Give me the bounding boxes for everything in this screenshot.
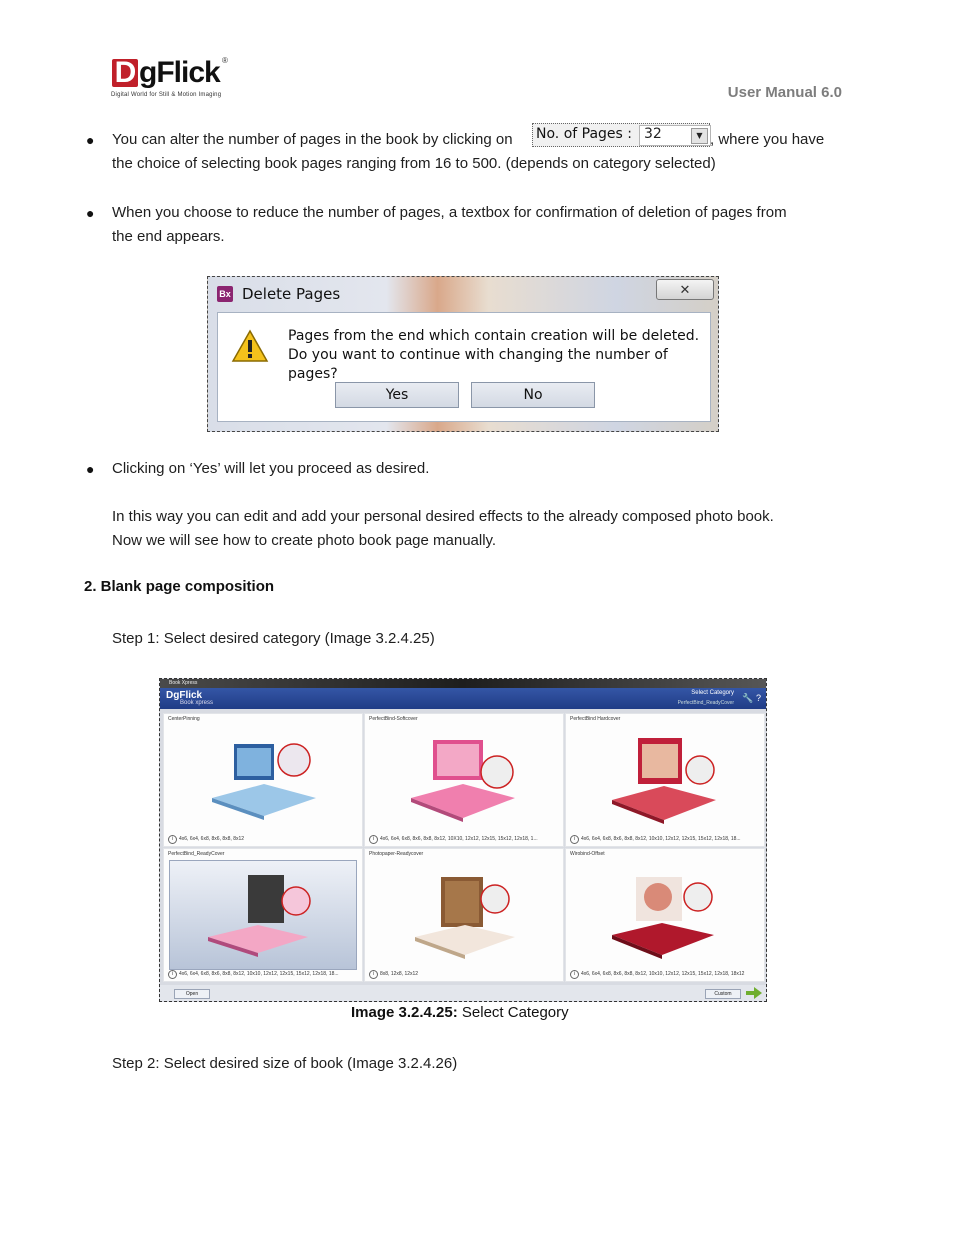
bullet-1-text-start: You can alter the number of pages in the book by clicking on: [112, 131, 513, 148]
delete-pages-dialog: [207, 276, 719, 432]
category-sizes-text: 4x6, 6x4, 6x8, 8x6, 8x8, 8x12, 10X10, 12x12, 12x15, 15x12, 12x18, 1...: [380, 836, 538, 842]
category-sizes: [168, 970, 360, 979]
category-sizes-text: 4x6, 6x4, 6x8, 8x6, 8x8, 8x12, 10x10, 12x12, 12x15, 15x12, 12x18, 18...: [581, 836, 741, 842]
bullet-icon: ●: [86, 461, 95, 477]
category-sizes: [369, 835, 561, 844]
close-icon[interactable]: ✕: [656, 279, 714, 300]
body-paragraph-2: Now we will see how to create photo book page manually.: [112, 532, 497, 549]
caption-label: Image 3.2.4.25:: [351, 1004, 458, 1021]
category-card[interactable]: [364, 713, 564, 847]
dialog-message-line-1: Pages from the end which contain creation will be deleted.: [288, 328, 700, 344]
category-name: Photopaper-Readycover: [369, 851, 424, 857]
step-2-text: Step 2: Select desired size of book (Image 3.2.4.26): [112, 1055, 458, 1072]
category-sizes-text: 4x6, 6x4, 6x8, 8x6, 8x8, 8x12: [179, 836, 245, 842]
select-category-label: Select Category: [691, 690, 734, 696]
no-of-pages-label: No. of Pages :: [536, 126, 632, 142]
info-icon[interactable]: i: [168, 970, 177, 979]
bullet-1-text-end: , where you have: [710, 131, 825, 148]
no-of-pages-select[interactable]: [639, 125, 711, 146]
figure-caption: [351, 1004, 569, 1021]
category-name: CenterPinning: [168, 716, 200, 722]
photobook-thumbnail: [606, 871, 726, 961]
category-sizes: [168, 835, 360, 844]
category-card[interactable]: [364, 848, 564, 982]
arrow-right-icon[interactable]: [746, 987, 762, 999]
no-of-pages-value: 32: [644, 126, 662, 142]
category-card-selected[interactable]: [163, 848, 363, 982]
yes-button[interactable]: Yes: [335, 382, 459, 408]
category-name: Wirobind-Offset: [570, 851, 605, 857]
caption-text: Select Category: [457, 1004, 569, 1021]
open-button[interactable]: Open: [174, 989, 210, 999]
category-name: PerfectBind Hardcover: [570, 716, 621, 722]
category-card[interactable]: [565, 713, 765, 847]
dialog-title: Delete Pages: [242, 285, 341, 303]
manual-version: User Manual 6.0: [727, 84, 842, 101]
dialog-message-line-2: Do you want to continue with changing the number of pages?: [288, 347, 668, 382]
info-icon[interactable]: i: [570, 970, 579, 979]
bullet-3-text: Clicking on ‘Yes’ will let you proceed as desired.: [112, 460, 430, 477]
category-sizes-text: 4x6, 6x4, 6x8, 8x6, 8x8, 8x12, 10x10, 12x12, 12x15, 15x12, 12x18, 18x12: [581, 971, 745, 977]
registered-mark: ®: [222, 56, 228, 65]
bookxpress-app-icon: Bx: [217, 286, 233, 302]
info-icon[interactable]: i: [168, 835, 177, 844]
chevron-down-icon[interactable]: ▼: [691, 128, 708, 144]
category-sizes: [369, 970, 561, 979]
logo-tagline: Digital World for Still & Motion Imaging: [111, 92, 222, 98]
settings-help-icons[interactable]: 🔧 ?: [742, 693, 761, 703]
product-name: Book xpress: [180, 700, 214, 706]
logo-letter: D: [112, 59, 138, 87]
body-paragraph-1: In this way you can edit and add your personal desired effects to the already composed photo book.: [112, 508, 774, 525]
info-icon[interactable]: i: [570, 835, 579, 844]
photobook-thumbnail: [606, 736, 726, 826]
no-button[interactable]: No: [471, 382, 595, 408]
logo-text: gFlick: [139, 56, 220, 89]
dgflick-logo: [112, 56, 220, 90]
category-card[interactable]: [565, 848, 765, 982]
bullet-2-line-1: When you choose to reduce the number of pages, a textbox for confirmation of deletion of pages from: [112, 204, 787, 221]
warning-icon: [231, 329, 269, 363]
select-category-screenshot: [159, 678, 767, 1002]
photobook-thumbnail: [204, 736, 324, 826]
category-card[interactable]: [163, 713, 363, 847]
app-footer: [160, 985, 766, 1001]
custom-button[interactable]: Custom: [705, 989, 741, 999]
step-1-text: Step 1: Select desired category (Image 3.2.4.25): [112, 630, 435, 647]
category-name: PerfectBind-Softcover: [369, 716, 418, 722]
no-of-pages-control[interactable]: [532, 123, 710, 147]
app-header: [160, 688, 766, 709]
bullet-1-line-2: the choice of selecting book pages ranging from 16 to 500. (depends on category selected): [112, 155, 716, 172]
category-sizes: [570, 835, 762, 844]
photobook-thumbnail: [405, 736, 525, 826]
window-titlebar: [160, 679, 766, 688]
selected-category-value: PerfectBind_ReadyCover: [677, 700, 734, 706]
bullet-2-line-2: the end appears.: [112, 228, 225, 245]
category-sizes-text: 8x8, 12x8, 12x12: [380, 971, 419, 977]
info-icon[interactable]: i: [369, 835, 378, 844]
category-sizes: [570, 970, 762, 979]
section-heading: 2. Blank page composition: [84, 578, 275, 595]
dialog-body: [217, 312, 711, 422]
dialog-message: [288, 327, 710, 384]
window-title: Book Xpress: [169, 680, 198, 686]
app-logo: DgFlick: [166, 690, 203, 701]
photobook-thumbnail: [204, 871, 324, 961]
info-icon[interactable]: i: [369, 970, 378, 979]
bullet-icon: ●: [86, 132, 95, 148]
bullet-icon: ●: [86, 205, 95, 221]
category-name: PerfectBind_ReadyCover: [168, 851, 225, 857]
photobook-thumbnail: [405, 871, 525, 961]
category-sizes-text: 4x6, 6x4, 6x8, 8x6, 8x8, 8x12, 10x10, 12x12, 12x15, 15x12, 12x18, 18...: [179, 971, 339, 977]
